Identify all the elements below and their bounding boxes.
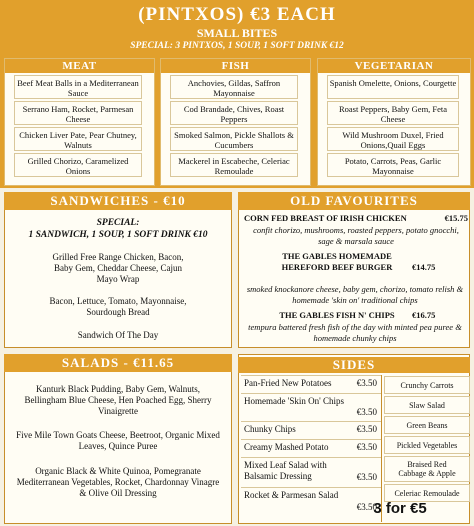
- sandwich-item: Grilled Free Range Chicken, Bacon, Baby Gem, Cheddar Cheese, Cajun Mayo Wrap: [52, 252, 184, 284]
- vegetarian-item: Potato, Carrots, Peas, Garlic Mayonnaise: [327, 153, 459, 177]
- side-price: €3.50: [356, 424, 377, 434]
- side-price: €3.50: [356, 502, 377, 512]
- side-name: Homemade 'Skin On' Chips: [244, 396, 344, 406]
- menu-title: (PINTXOS) €3 EACH: [138, 4, 336, 25]
- salad-item: Five Mile Town Goats Cheese, Beetroot, Organic Mixed Leaves, Quince Puree: [16, 430, 220, 451]
- salads-heading: SALADS - €11.65: [4, 354, 232, 372]
- side-row: [241, 421, 381, 439]
- fish-item: Smoked Salmon, Pickle Shallots & Cucumbers: [170, 127, 298, 151]
- header-band: [0, 0, 474, 56]
- meat-heading: MEAT: [5, 59, 154, 73]
- vegetarian-item: Spanish Omelette, Onions, Courgette: [327, 75, 459, 99]
- side-name: Rocket & Parmesan Salad: [244, 490, 339, 500]
- sandwich-special-deal: 1 SANDWICH, 1 SOUP, 1 SOFT DRINK €10: [28, 230, 208, 240]
- deal-side-item: Crunchy Carrots: [384, 376, 470, 394]
- side-price: €3.50: [356, 472, 377, 482]
- favourite-name: CORN FED BREAST OF IRISH CHICKEN: [244, 213, 407, 223]
- side-name: Pan-Fried New Potatoes: [244, 378, 332, 388]
- deal-price-label: 3 for €5: [373, 500, 427, 517]
- meat-item: Beef Meat Balls in a Mediterranean Sauce: [14, 75, 142, 99]
- deal-side-item: Braised Red Cabbage & Apple: [384, 456, 470, 482]
- meat-item: Chicken Liver Pate, Pear Chutney, Walnuts: [14, 127, 142, 151]
- favourite-description: confit chorizo, mushrooms, roasted peppers, potato gnocchi, sage & marsala sauce: [253, 225, 459, 246]
- salad-item: Kanturk Black Pudding, Baby Gem, Walnuts, Bellingham Blue Cheese, Hen Poached Egg, Sherry Vinaigrette: [24, 384, 212, 416]
- vegetarian-item: Wild Mushroom Duxel, Fried Onions,Quail Eggs: [327, 127, 459, 151]
- fish-item: Mackerel in Escabeche, Celeriac Remoulade: [170, 153, 298, 177]
- deal-side-item: Green Beans: [384, 416, 470, 434]
- deal-side-item: Celeriac Remoulade: [384, 484, 470, 502]
- side-price: €3.50: [356, 442, 377, 452]
- menu-subtitle: SMALL BITES: [196, 26, 278, 40]
- fish-item: Cod Brandade, Chives, Roast Peppers: [170, 101, 298, 125]
- favourite-price: €15.75: [444, 213, 468, 223]
- favourite-name: THE GABLES FISH N' CHIPS: [279, 310, 395, 320]
- fish-item: Anchovies, Gildas, Saffron Mayonnaise: [170, 75, 298, 99]
- side-row: [241, 375, 381, 393]
- favourite-name: THE GABLES HOMEMADE HEREFORD BEEF BURGER: [281, 251, 393, 272]
- vegetarian-item: Roast Peppers, Baby Gem, Feta Cheese: [327, 101, 459, 125]
- meat-item: Serrano Ham, Rocket, Parmesan Cheese: [14, 101, 142, 125]
- favourite-description: smoked knockanore cheese, baby gem, chorizo, tomato relish & homemade 'skin on' traditional chips: [246, 284, 464, 305]
- deal-side-item: Pickled Vegetables: [384, 436, 470, 454]
- sandwich-item: Bacon, Lettuce, Tomato, Mayonnaise, Sourdough Bread: [49, 296, 187, 317]
- favourite-price: €16.75: [412, 310, 436, 320]
- side-row: [241, 439, 381, 457]
- side-row: [241, 487, 381, 521]
- side-name: Chunky Chips: [244, 424, 296, 434]
- side-name: Creamy Mashed Potato: [244, 442, 329, 452]
- side-name: Mixed Leaf Salad with Balsamic Dressing: [244, 460, 327, 481]
- sandwich-item: Sandwich Of The Day: [77, 330, 159, 340]
- side-row: [241, 457, 381, 487]
- deal-side-item: Slaw Salad: [384, 396, 470, 414]
- sandwich-special-label: SPECIAL:: [96, 218, 140, 228]
- favourite-price: €14.75: [412, 262, 436, 272]
- vegetarian-heading: VEGETARIAN: [318, 59, 470, 73]
- side-row: [241, 393, 381, 421]
- favourite-description: tempura battered fresh fish of the day with minted pea puree & homemade chunky chips: [248, 322, 462, 343]
- favourites-heading: OLD FAVOURITES: [238, 192, 470, 210]
- salad-item: Organic Black & White Quinoa, Pomegranate Mediterranean Vegetables, Rocket, Chardonnay Vinagre & Olive Oil Dressing: [16, 466, 220, 498]
- meat-item: Grilled Chorizo, Caramelized Onions: [14, 153, 142, 177]
- side-price: €3.50: [356, 407, 377, 417]
- sandwiches-heading: SANDWICHES - €10: [4, 192, 232, 210]
- pintxos-special: SPECIAL: 3 PINTXOS, 1 SOUP, 1 SOFT DRINK €12: [130, 41, 344, 51]
- sides-heading: SIDES: [238, 357, 470, 373]
- fish-heading: FISH: [161, 59, 310, 73]
- side-price: €3.50: [356, 378, 377, 388]
